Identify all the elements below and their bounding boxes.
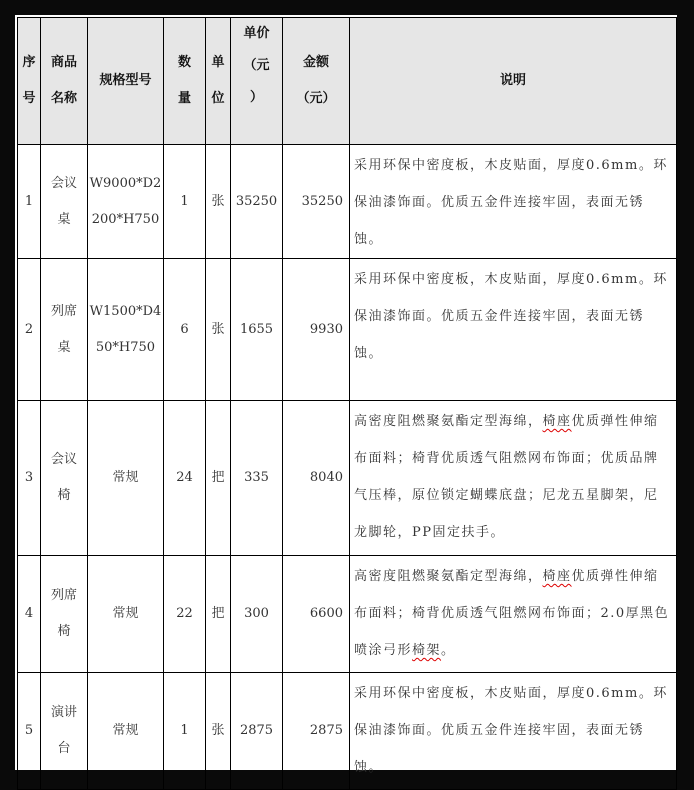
table-row: [18, 145, 677, 259]
spellcheck-underline: 椅座: [542, 414, 572, 429]
cell-name: 会议 桌: [41, 145, 88, 259]
furniture-quote-table: [17, 17, 677, 790]
cell-index: 1: [18, 145, 41, 259]
cell-description: 高密度阻燃聚氨酯定型海绵，椅座优质弹性伸缩布面料；椅背优质透气阻燃网布饰面；优质品牌气压棒，原位锁定蝴蝶底盘；尼龙五星脚架，尼龙脚轮，PP固定扶手。: [350, 401, 677, 556]
header-row: [18, 18, 677, 145]
cell-price: 1655: [231, 259, 283, 401]
cell-name: 列席 椅: [41, 556, 88, 673]
cell-qty: 22: [164, 556, 206, 673]
cell-index: 2: [18, 259, 41, 401]
cell-unit: 张: [206, 145, 231, 259]
cell-amount: 6600: [283, 556, 350, 673]
cell-name: 列席 桌: [41, 259, 88, 401]
cell-price: 335: [231, 401, 283, 556]
cell-qty: 6: [164, 259, 206, 401]
cell-index: 3: [18, 401, 41, 556]
header-price: 单价 （元 ）: [231, 18, 283, 145]
cell-price: 2875: [231, 673, 283, 790]
cell-amount: 2875: [283, 673, 350, 790]
spellcheck-underline: 椅架: [412, 643, 442, 658]
cell-price: 35250: [231, 145, 283, 259]
cell-spec: W1500*D4 50*H750: [88, 259, 164, 401]
cell-amount: 8040: [283, 401, 350, 556]
cell-description: 采用环保中密度板，木皮贴面，厚度0.6mm。环保油漆饰面。优质五金件连接牢固，表面无锈蚀。: [350, 259, 677, 401]
cell-unit: 张: [206, 673, 231, 790]
table-row: [18, 401, 677, 556]
cell-description: 采用环保中密度板，木皮贴面，厚度0.6mm。环保油漆饰面。优质五金件连接牢固，表面无锈蚀。: [350, 673, 677, 790]
table-row: [18, 556, 677, 673]
cell-amount: 9930: [283, 259, 350, 401]
cell-unit: 张: [206, 259, 231, 401]
cell-spec: 常规: [88, 556, 164, 673]
table-row: [18, 259, 677, 401]
cell-unit: 把: [206, 401, 231, 556]
header-index: 序 号: [18, 18, 41, 145]
header-amount: 金额 （元）: [283, 18, 350, 145]
cell-index: 5: [18, 673, 41, 790]
cell-qty: 24: [164, 401, 206, 556]
cell-description: 采用环保中密度板，木皮贴面，厚度0.6mm。环保油漆饰面。优质五金件连接牢固，表面无锈蚀。: [350, 145, 677, 259]
header-spec: 规格型号: [88, 18, 164, 145]
cell-qty: 1: [164, 673, 206, 790]
header-unit: 单 位: [206, 18, 231, 145]
cell-name: 演讲 台: [41, 673, 88, 790]
cell-spec: 常规: [88, 673, 164, 790]
table-row: [18, 673, 677, 790]
spellcheck-underline: 椅座: [542, 569, 572, 584]
cell-index: 4: [18, 556, 41, 673]
cell-unit: 把: [206, 556, 231, 673]
cell-spec: W9000*D2 200*H750: [88, 145, 164, 259]
cell-name: 会议 椅: [41, 401, 88, 556]
header-name: 商品 名称: [41, 18, 88, 145]
cell-price: 300: [231, 556, 283, 673]
cell-amount: 35250: [283, 145, 350, 259]
cell-spec: 常规: [88, 401, 164, 556]
cell-qty: 1: [164, 145, 206, 259]
header-qty: 数 量: [164, 18, 206, 145]
header-description: 说明: [350, 18, 677, 145]
cell-description: 高密度阻燃聚氨酯定型海绵，椅座优质弹性伸缩布面料；椅背优质透气阻燃网布饰面；2.0厚黑色喷涂弓形椅架。: [350, 556, 677, 673]
